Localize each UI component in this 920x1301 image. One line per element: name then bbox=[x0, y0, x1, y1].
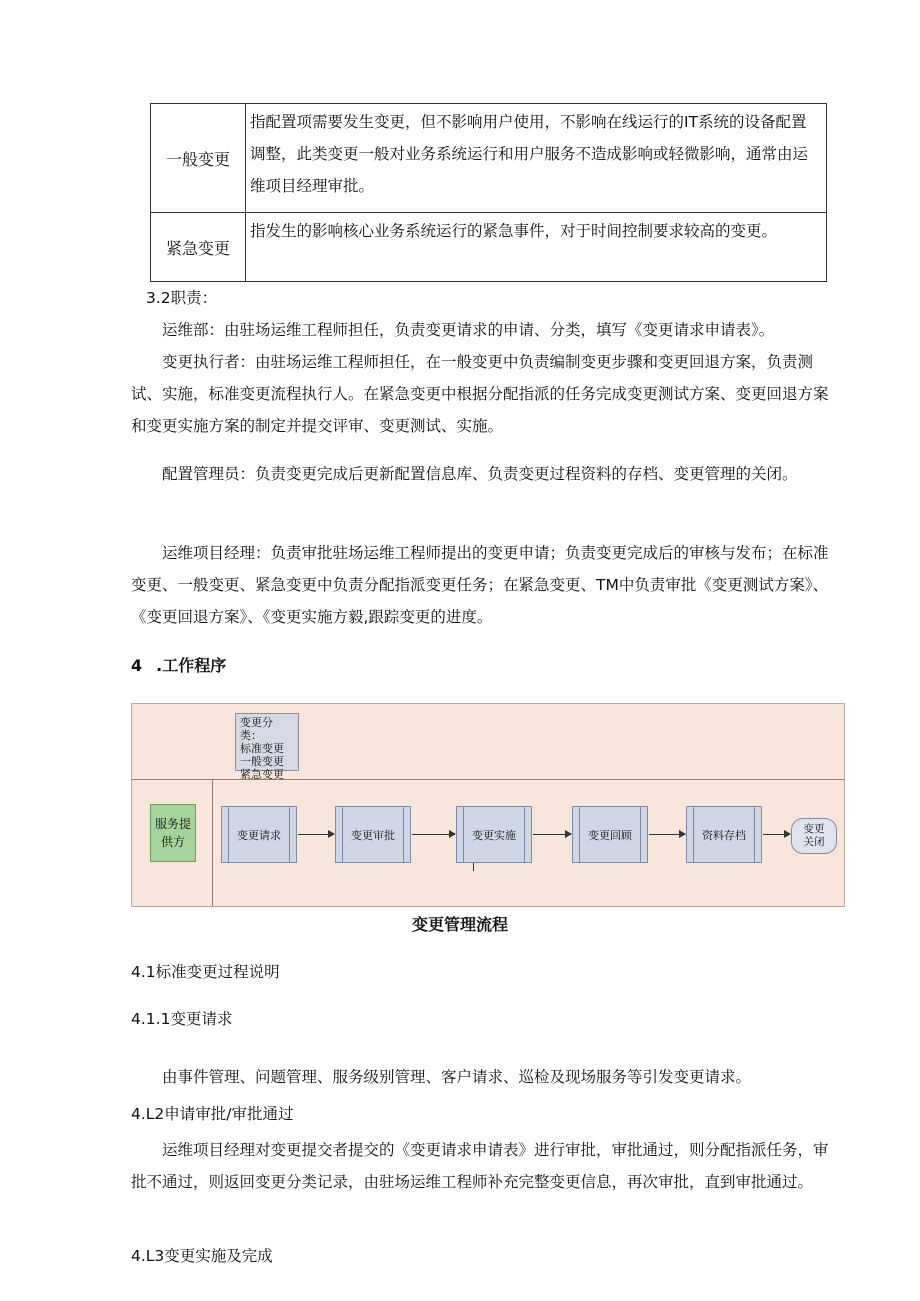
paragraph: 配置管理员：负责变更完成后更新配置信息库、负责变更过程资料的存档、变更管理的关闭。 bbox=[162, 465, 798, 483]
end-line: 变更 bbox=[803, 823, 825, 835]
flow-arrow bbox=[298, 834, 334, 835]
change-type-table bbox=[150, 103, 827, 282]
step-change-review: 变更回顾 bbox=[572, 806, 648, 863]
section-4-1-3-heading: 4.L3变更实施及完成 bbox=[131, 1247, 273, 1265]
section-4-heading bbox=[131, 650, 226, 682]
change-type-cell: 一般变更 bbox=[151, 104, 246, 213]
paragraph: 由事件管理、问题管理、服务级别管理、客户请求、巡检及现场服务等引发变更请求。 bbox=[162, 1068, 752, 1086]
table-row bbox=[151, 213, 827, 282]
classification-line: 变更分类： bbox=[240, 716, 273, 742]
classification-box bbox=[235, 713, 299, 781]
paragraph: 变更执行者：由驻场运维工程师担任，在一般变更中负责编制变更步骤和变更回退方案，负责测试、实施，标准变更流程执行人。在紧急变更中根据分配指派的任务完成变更测试方案、变更回退方案和变更实施方案的制定并提交评审、变更测试、实施。 bbox=[131, 353, 829, 435]
diagram-caption: 变更管理流程 bbox=[411, 915, 508, 934]
section-4-1-2-heading: 4.L2申请审批/审批通过 bbox=[131, 1105, 294, 1123]
section-3-2-heading: 3.2职责： bbox=[146, 289, 218, 307]
flow-arrow bbox=[763, 834, 790, 835]
paragraph: 运维项目经理：负责审批驻场运维工程师提出的变更申请；负责变更完成后的审核与发布；在标准变更、一般变更、紧急变更中负责分配指派变更任务；在紧急变更、TM中负责审批《变更测试方案》、《变更回退方案》、《变更实施方毅,跟踪变更的进度。 bbox=[131, 544, 829, 626]
section-4-1-heading: 4.1标准变更过程说明 bbox=[131, 963, 280, 981]
end-line: 关闭 bbox=[803, 836, 825, 848]
change-desc-cell: 指配置项需要发生变更，但不影响用户使用，不影响在线运行的IT系统的设备配置调整，此类变更一般对业务系统运行和用户服务不造成影响或轻微影响，通常由运维项目经理审批。 bbox=[246, 104, 827, 213]
classification-line: 紧急变更 bbox=[240, 768, 284, 781]
paragraph: 运维部：由驻场运维工程师担任，负责变更请求的申请、分类，填写《变更请求申请表》。 bbox=[162, 321, 775, 339]
step-change-approval: 变更审批 bbox=[335, 806, 411, 863]
step-change-request: 变更请求 bbox=[221, 806, 297, 863]
step-change-implementation: 变更实施 bbox=[456, 806, 532, 863]
step-archive: 资料存档 bbox=[686, 806, 762, 863]
classification-line: 标准变更 bbox=[240, 742, 284, 755]
lane-divider bbox=[132, 779, 844, 780]
provider-line: 供方 bbox=[160, 835, 185, 849]
classification-line: 一般变更 bbox=[240, 755, 284, 768]
section-title: .工作程序 bbox=[156, 656, 227, 675]
paragraph: 运维项目经理对变更提交者提交的《变更请求申请表》进行审批，审批通过，则分配指派任务，审批不通过，则返回变更分类记录，由驻场运维工程师补充完整变更信息，再次审批，直到审批通过。 bbox=[131, 1141, 829, 1191]
return-arrow bbox=[473, 863, 474, 871]
step-change-close bbox=[791, 818, 837, 854]
table-row bbox=[151, 104, 827, 213]
change-flow-diagram bbox=[131, 703, 845, 907]
flow-arrow bbox=[649, 834, 685, 835]
section-number: 4 bbox=[131, 656, 143, 675]
service-provider-box bbox=[150, 804, 196, 862]
section-4-1-1-heading: 4.1.1变更请求 bbox=[131, 1010, 233, 1028]
change-type-cell: 紧急变更 bbox=[151, 213, 246, 282]
lane-divider bbox=[212, 780, 213, 906]
change-desc-cell: 指发生的影响核心业务系统运行的紧急事件，对于时间控制要求较高的变更。 bbox=[246, 213, 827, 282]
flow-arrow bbox=[412, 834, 455, 835]
flow-arrow bbox=[533, 834, 571, 835]
provider-line: 服务提 bbox=[154, 817, 191, 831]
